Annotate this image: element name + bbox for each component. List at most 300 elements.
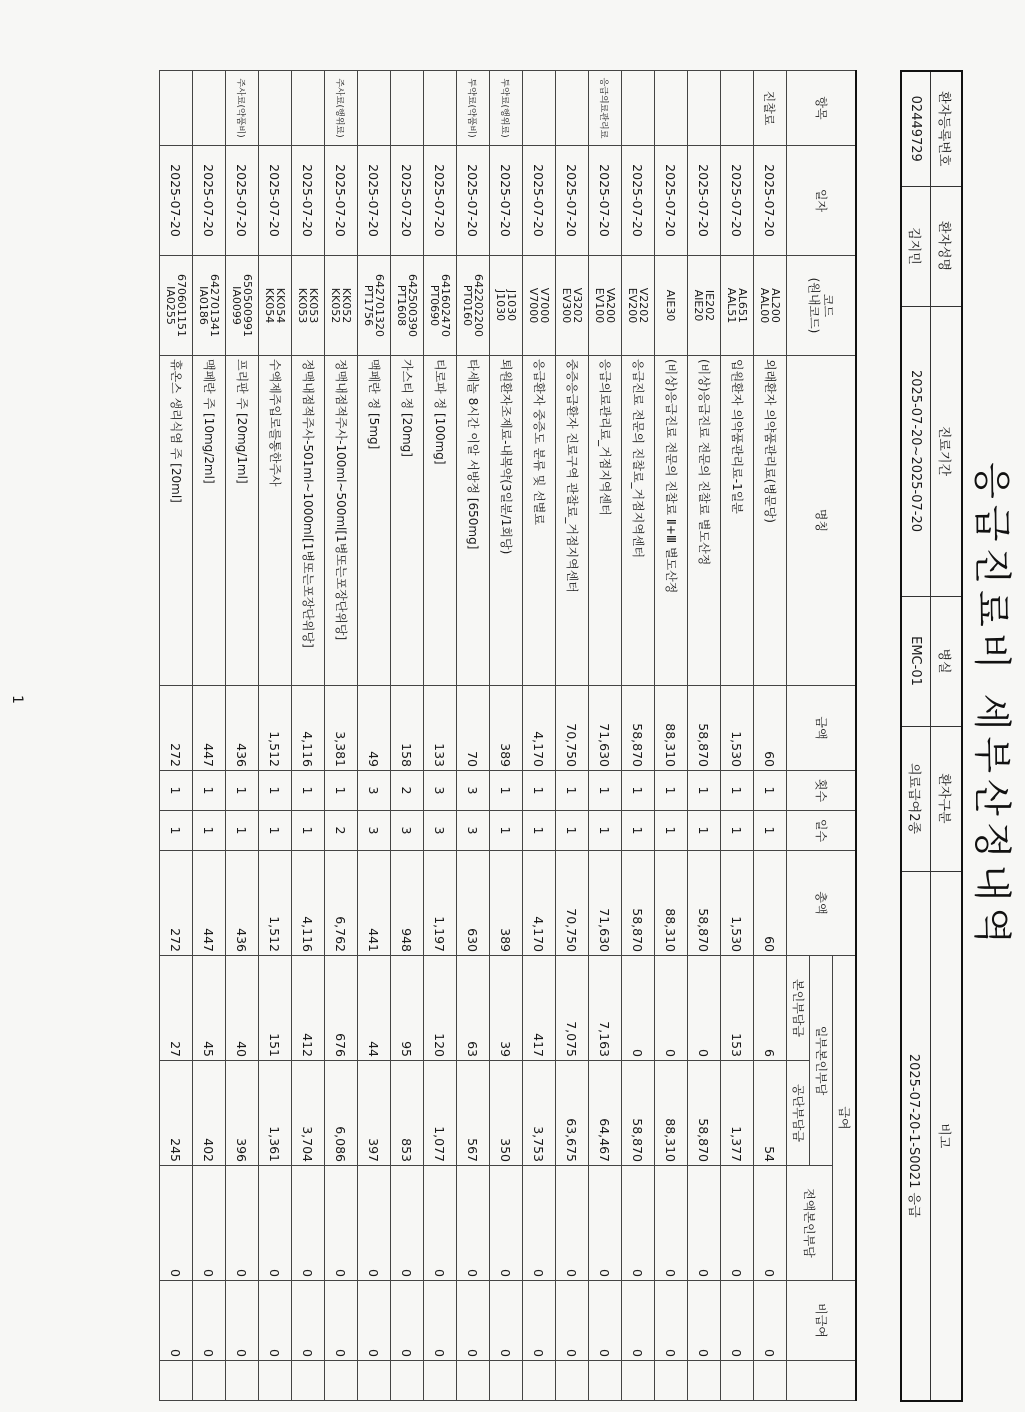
row-item: 투약료(행위료) — [490, 71, 523, 146]
row-date: 2025-07-20 — [226, 146, 259, 256]
row-date: 2025-07-20 — [457, 146, 490, 256]
row-total: 630 — [457, 851, 490, 956]
row-name: 정맥내점적주사-501ml~1000ml[1병또는포장단위당] — [292, 356, 325, 686]
row-item: 주사료(행위료) — [325, 71, 358, 146]
row-date: 2025-07-20 — [721, 146, 754, 256]
row-public-pay: 853 — [391, 1061, 424, 1166]
row-code-line1: V2202 — [637, 287, 650, 324]
row-total: 71,630 — [589, 851, 622, 956]
header-code-line2: (원내코드) — [807, 277, 821, 334]
row-code-line1: 641602470 — [439, 274, 452, 337]
row-noncovered: 0 — [292, 1281, 325, 1361]
row-date: 2025-07-20 — [688, 146, 721, 256]
row-days: 1 — [721, 811, 754, 851]
table-row — [259, 71, 292, 1401]
row-name: 수액제주입로를통한주사 — [259, 356, 292, 686]
row-self-pay: 40 — [226, 956, 259, 1061]
row-item — [721, 71, 754, 146]
row-public-pay: 6,086 — [325, 1061, 358, 1166]
row-self-pay: 7,075 — [556, 956, 589, 1061]
row-blank — [391, 1361, 424, 1401]
row-name: (비상)응급진료 전문의 진찰료 별도산정 — [688, 356, 721, 686]
row-blank — [556, 1361, 589, 1401]
row-item: 진찰료 — [754, 71, 787, 146]
row-item — [688, 71, 721, 146]
row-public-pay: 567 — [457, 1061, 490, 1166]
row-count: 1 — [622, 771, 655, 811]
row-total: 4,116 — [292, 851, 325, 956]
row-self-pay: 412 — [292, 956, 325, 1061]
row-code-line2: PT1608 — [395, 284, 408, 327]
row-blank — [325, 1361, 358, 1401]
row-full-self: 0 — [688, 1166, 721, 1281]
header-public-pay: 공단부담금 — [787, 1061, 810, 1166]
table-row — [688, 71, 721, 1401]
row-item — [193, 71, 226, 146]
row-code — [688, 256, 721, 356]
row-price: 436 — [226, 686, 259, 771]
row-full-self: 0 — [325, 1166, 358, 1281]
row-self-pay: 6 — [754, 956, 787, 1061]
row-public-pay: 63,675 — [556, 1061, 589, 1166]
row-blank — [457, 1361, 490, 1401]
row-public-pay: 396 — [226, 1061, 259, 1166]
row-blank — [589, 1361, 622, 1401]
document-title: 응급진료비 세부산정내역 — [970, 462, 1014, 950]
row-noncovered: 0 — [226, 1281, 259, 1361]
table-row — [160, 71, 193, 1401]
row-date: 2025-07-20 — [292, 146, 325, 256]
row-code — [754, 256, 787, 356]
row-code-line1: V3202 — [571, 287, 584, 324]
reg-no-label: 환자등록번호 — [931, 71, 963, 186]
row-full-self: 0 — [490, 1166, 523, 1281]
row-name: 휴온스 생리식염 주 [20ml] — [160, 356, 193, 686]
row-self-pay: 0 — [655, 956, 688, 1061]
row-self-pay: 417 — [523, 956, 556, 1061]
row-item — [358, 71, 391, 146]
row-code — [556, 256, 589, 356]
row-code-line2: PT0690 — [428, 284, 441, 327]
row-count: 1 — [721, 771, 754, 811]
row-name: 퇴원환자조제료-내복약(3일분/1회당) — [490, 356, 523, 686]
row-code-line1: 642701320 — [373, 274, 386, 337]
row-name: 응급환자 중증도 분류 및 선별료 — [523, 356, 556, 686]
row-name: 맥페란 정 [5mg] — [358, 356, 391, 686]
row-total: 1,197 — [424, 851, 457, 956]
row-public-pay: 245 — [160, 1061, 193, 1166]
row-code — [523, 256, 556, 356]
row-days: 1 — [589, 811, 622, 851]
row-total: 948 — [391, 851, 424, 956]
row-code-line1: 642500390 — [406, 274, 419, 337]
row-code-line1: AL651 — [736, 288, 749, 323]
row-count: 1 — [193, 771, 226, 811]
row-code-line1: IE202 — [703, 289, 716, 322]
row-total: 4,170 — [523, 851, 556, 956]
row-blank — [490, 1361, 523, 1401]
table-row — [457, 71, 490, 1401]
name-label: 환자성명 — [931, 186, 963, 306]
ward-value: EMC-01 — [901, 596, 931, 726]
row-code-line1: AL200 — [769, 288, 782, 323]
row-total: 441 — [358, 851, 391, 956]
row-date: 2025-07-20 — [424, 146, 457, 256]
row-self-pay: 120 — [424, 956, 457, 1061]
row-full-self: 0 — [721, 1166, 754, 1281]
row-public-pay: 88,310 — [655, 1061, 688, 1166]
row-public-pay: 58,870 — [688, 1061, 721, 1166]
row-noncovered: 0 — [589, 1281, 622, 1361]
row-noncovered: 0 — [160, 1281, 193, 1361]
row-code — [193, 256, 226, 356]
row-noncovered: 0 — [424, 1281, 457, 1361]
row-count: 1 — [655, 771, 688, 811]
charges-body — [160, 71, 787, 1401]
table-row — [391, 71, 424, 1401]
row-noncovered: 0 — [688, 1281, 721, 1361]
row-self-pay: 63 — [457, 956, 490, 1061]
page-number: 1 — [9, 695, 25, 704]
row-item — [424, 71, 457, 146]
row-item — [292, 71, 325, 146]
table-row — [523, 71, 556, 1401]
type-label: 환자구분 — [931, 726, 963, 871]
row-code — [655, 256, 688, 356]
table-row — [622, 71, 655, 1401]
row-total: 1,512 — [259, 851, 292, 956]
table-row — [655, 71, 688, 1401]
row-noncovered: 0 — [523, 1281, 556, 1361]
row-days: 1 — [523, 811, 556, 851]
row-code-line2: AAL00 — [758, 287, 771, 324]
row-item — [391, 71, 424, 146]
row-code — [457, 256, 490, 356]
row-self-pay: 0 — [622, 956, 655, 1061]
row-blank — [424, 1361, 457, 1401]
row-code-line1: KK052 — [340, 287, 353, 324]
row-count: 1 — [226, 771, 259, 811]
row-count: 1 — [688, 771, 721, 811]
row-self-pay: 153 — [721, 956, 754, 1061]
row-price: 1,530 — [721, 686, 754, 771]
row-code — [292, 256, 325, 356]
row-code-line2: EV100 — [593, 287, 606, 324]
row-noncovered: 0 — [358, 1281, 391, 1361]
row-item — [259, 71, 292, 146]
row-days: 1 — [226, 811, 259, 851]
row-code-line2: KK053 — [296, 287, 309, 324]
row-full-self: 0 — [457, 1166, 490, 1281]
row-blank — [688, 1361, 721, 1401]
row-public-pay: 3,704 — [292, 1061, 325, 1166]
table-row — [193, 71, 226, 1401]
row-self-pay: 151 — [259, 956, 292, 1061]
row-days: 3 — [358, 811, 391, 851]
table-row — [424, 71, 457, 1401]
row-code-line2: AIE30 — [664, 289, 678, 322]
row-count: 1 — [523, 771, 556, 811]
row-code-line1: KK054 — [274, 287, 287, 324]
row-blank — [193, 1361, 226, 1401]
row-date: 2025-07-20 — [160, 146, 193, 256]
row-public-pay: 1,361 — [259, 1061, 292, 1166]
row-days: 3 — [424, 811, 457, 851]
row-self-pay: 7,163 — [589, 956, 622, 1061]
header-partial: 일부본인부담 — [810, 956, 833, 1166]
row-count: 1 — [160, 771, 193, 811]
row-public-pay: 402 — [193, 1061, 226, 1166]
row-total: 88,310 — [655, 851, 688, 956]
row-public-pay: 350 — [490, 1061, 523, 1166]
row-code — [589, 256, 622, 356]
row-full-self: 0 — [193, 1166, 226, 1281]
row-name: 응급의료관리료_거점지역센터 — [589, 356, 622, 686]
row-code-line2: V7000 — [527, 287, 540, 324]
row-full-self: 0 — [622, 1166, 655, 1281]
row-code-line1: V7000 — [538, 287, 551, 324]
row-item — [523, 71, 556, 146]
row-code-line1: J1030 — [505, 289, 518, 322]
header-count: 횟수 — [787, 771, 857, 811]
row-price: 3,381 — [325, 686, 358, 771]
row-public-pay: 58,870 — [622, 1061, 655, 1166]
row-code-line2: IA0255 — [164, 286, 177, 325]
row-date: 2025-07-20 — [523, 146, 556, 256]
row-code — [358, 256, 391, 356]
row-name: 맥페란 주 [10mg/2ml] — [193, 356, 226, 686]
row-days: 3 — [391, 811, 424, 851]
row-code — [490, 256, 523, 356]
row-days: 1 — [292, 811, 325, 851]
row-full-self: 0 — [391, 1166, 424, 1281]
row-noncovered: 0 — [391, 1281, 424, 1361]
table-row — [292, 71, 325, 1401]
row-price: 4,116 — [292, 686, 325, 771]
row-count: 3 — [358, 771, 391, 811]
charges-table — [159, 70, 857, 1401]
row-count: 1 — [490, 771, 523, 811]
row-code-line2: KK052 — [329, 287, 342, 324]
table-row — [226, 71, 259, 1401]
row-count: 1 — [325, 771, 358, 811]
row-count: 1 — [556, 771, 589, 811]
header-covered: 급여 — [833, 956, 857, 1281]
row-item: 주사료(약품비) — [226, 71, 259, 146]
header-total: 총액 — [787, 851, 857, 956]
row-noncovered: 0 — [754, 1281, 787, 1361]
row-count: 3 — [424, 771, 457, 811]
row-days: 1 — [688, 811, 721, 851]
row-code-line2: AIE20 — [692, 289, 705, 322]
table-row — [754, 71, 787, 1401]
row-date: 2025-07-20 — [325, 146, 358, 256]
row-name: 정맥내점적주사-100ml~500ml[1병또는포장단위당] — [325, 356, 358, 686]
row-count: 1 — [292, 771, 325, 811]
row-name: 타세놀 8시간 이알 서방정 [650mg] — [457, 356, 490, 686]
row-price: 88,310 — [655, 686, 688, 771]
row-name: 입원환자 의약품관리료-1일분 — [721, 356, 754, 686]
row-blank — [226, 1361, 259, 1401]
header-code-line1: 코드 — [821, 293, 835, 318]
row-total: 1,530 — [721, 851, 754, 956]
row-code-line1: 642701341 — [208, 274, 221, 337]
row-noncovered: 0 — [325, 1281, 358, 1361]
row-total: 436 — [226, 851, 259, 956]
row-date: 2025-07-20 — [391, 146, 424, 256]
header-name: 명칭 — [787, 356, 857, 686]
row-full-self: 0 — [226, 1166, 259, 1281]
row-price: 70,750 — [556, 686, 589, 771]
ward-label: 병실 — [931, 596, 963, 726]
row-total: 6,762 — [325, 851, 358, 956]
row-days: 1 — [556, 811, 589, 851]
row-code-line2: PT0160 — [461, 284, 474, 327]
row-public-pay: 1,377 — [721, 1061, 754, 1166]
row-date: 2025-07-20 — [193, 146, 226, 256]
row-code-line2: KK054 — [263, 287, 276, 324]
table-row — [556, 71, 589, 1401]
header-date: 일자 — [787, 146, 857, 256]
note-value: 2025-07-20-1-S0021 응급 — [901, 871, 931, 1401]
row-self-pay: 0 — [688, 956, 721, 1061]
row-date: 2025-07-20 — [754, 146, 787, 256]
row-price: 70 — [457, 686, 490, 771]
name-value: 김지민 — [901, 186, 931, 306]
row-public-pay: 3,753 — [523, 1061, 556, 1166]
row-blank — [655, 1361, 688, 1401]
row-name: 가스티 정 [20mg] — [391, 356, 424, 686]
row-name: 프리판 주 [20mg/1ml] — [226, 356, 259, 686]
row-code-line2: IA0099 — [230, 286, 243, 325]
row-count: 1 — [589, 771, 622, 811]
row-total: 70,750 — [556, 851, 589, 956]
row-name: (비상)응급진료 전문의 진찰료 Ⅱ+Ⅲ 별도산정 — [655, 356, 688, 686]
row-public-pay: 64,467 — [589, 1061, 622, 1166]
header-noncovered: 비급여 — [787, 1281, 857, 1361]
row-blank — [523, 1361, 556, 1401]
row-date: 2025-07-20 — [259, 146, 292, 256]
row-full-self: 0 — [424, 1166, 457, 1281]
row-code-line1: 650500991 — [241, 274, 254, 337]
row-blank — [292, 1361, 325, 1401]
header-code — [787, 256, 857, 356]
table-row — [325, 71, 358, 1401]
row-public-pay: 1,077 — [424, 1061, 457, 1166]
row-price: 49 — [358, 686, 391, 771]
row-code — [424, 256, 457, 356]
row-item: 응급의료관리료 — [589, 71, 622, 146]
row-price: 60 — [754, 686, 787, 771]
row-price: 272 — [160, 686, 193, 771]
note-label: 비고 — [931, 871, 963, 1401]
table-row — [589, 71, 622, 1401]
row-code — [325, 256, 358, 356]
row-count: 1 — [754, 771, 787, 811]
row-self-pay: 27 — [160, 956, 193, 1061]
row-full-self: 0 — [358, 1166, 391, 1281]
row-blank — [358, 1361, 391, 1401]
row-code-line1: 670601151 — [175, 274, 188, 337]
header-days: 일수 — [787, 811, 857, 851]
row-date: 2025-07-20 — [655, 146, 688, 256]
table-row — [721, 71, 754, 1401]
header-blank — [787, 1361, 857, 1401]
reg-no-value: 02449729 — [901, 71, 931, 186]
row-code — [259, 256, 292, 356]
row-price: 133 — [424, 686, 457, 771]
row-noncovered: 0 — [622, 1281, 655, 1361]
row-days: 1 — [655, 811, 688, 851]
row-date: 2025-07-20 — [358, 146, 391, 256]
row-days: 1 — [754, 811, 787, 851]
header-full-self: 전액본인부담 — [787, 1166, 833, 1281]
row-code-line2: AAL51 — [725, 287, 738, 324]
row-full-self: 0 — [754, 1166, 787, 1281]
row-full-self: 0 — [292, 1166, 325, 1281]
row-date: 2025-07-20 — [589, 146, 622, 256]
row-count: 3 — [457, 771, 490, 811]
row-blank — [754, 1361, 787, 1401]
row-noncovered: 0 — [490, 1281, 523, 1361]
row-count: 2 — [391, 771, 424, 811]
row-item — [655, 71, 688, 146]
row-price: 1,512 — [259, 686, 292, 771]
patient-info-table — [900, 70, 963, 1402]
row-price: 58,870 — [688, 686, 721, 771]
type-value: 의료급여2종 — [901, 726, 931, 871]
row-days: 2 — [325, 811, 358, 851]
row-code-line2: EV200 — [626, 287, 639, 324]
row-code-line1: 642202200 — [472, 274, 485, 337]
row-full-self: 0 — [556, 1166, 589, 1281]
row-noncovered: 0 — [556, 1281, 589, 1361]
row-full-self: 0 — [160, 1166, 193, 1281]
row-date: 2025-07-20 — [622, 146, 655, 256]
row-code-line1: KK053 — [307, 287, 320, 324]
row-blank — [622, 1361, 655, 1401]
period-label: 진료기간 — [931, 306, 963, 596]
row-price: 158 — [391, 686, 424, 771]
row-code — [391, 256, 424, 356]
row-noncovered: 0 — [193, 1281, 226, 1361]
row-total: 58,870 — [622, 851, 655, 956]
row-name: 중증응급환자 진료구역 관찰료_거점지역센터 — [556, 356, 589, 686]
row-days: 1 — [490, 811, 523, 851]
row-blank — [721, 1361, 754, 1401]
row-item — [160, 71, 193, 146]
row-self-pay: 39 — [490, 956, 523, 1061]
row-date: 2025-07-20 — [490, 146, 523, 256]
row-public-pay: 397 — [358, 1061, 391, 1166]
row-code — [622, 256, 655, 356]
row-total: 60 — [754, 851, 787, 956]
row-noncovered: 0 — [655, 1281, 688, 1361]
row-full-self: 0 — [589, 1166, 622, 1281]
row-price: 71,630 — [589, 686, 622, 771]
row-count: 1 — [259, 771, 292, 811]
row-full-self: 0 — [523, 1166, 556, 1281]
row-noncovered: 0 — [721, 1281, 754, 1361]
row-code-line2: J1030 — [494, 289, 507, 322]
row-full-self: 0 — [655, 1166, 688, 1281]
header-item: 항목 — [787, 71, 857, 146]
row-name: 외래환자 의약품관리료(병문당) — [754, 356, 787, 686]
header-self-pay: 본인부담금 — [787, 956, 810, 1061]
row-item: 투약료(약품비) — [457, 71, 490, 146]
row-item — [556, 71, 589, 146]
row-code-line2: IA0186 — [197, 286, 210, 325]
